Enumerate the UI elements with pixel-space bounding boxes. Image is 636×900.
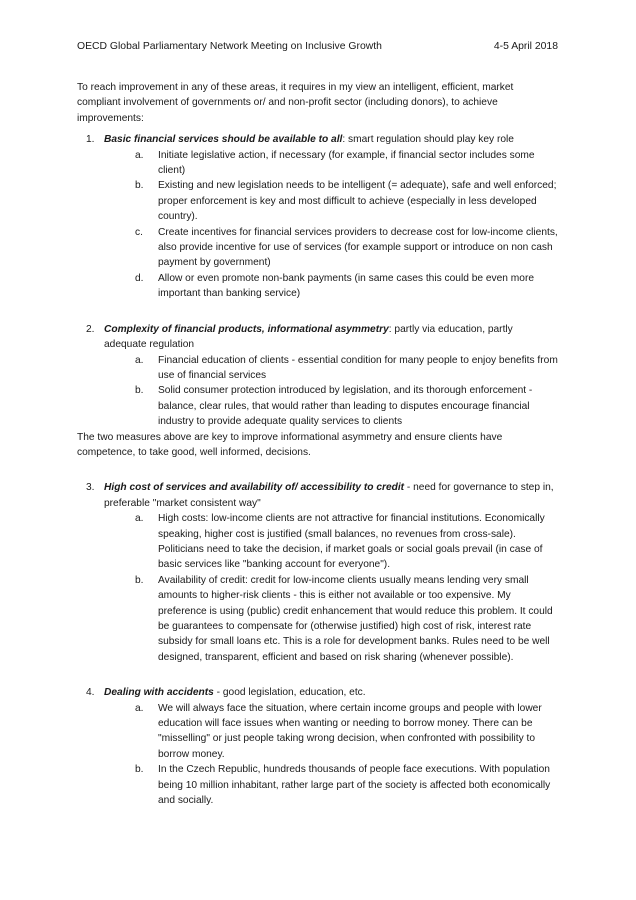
list-item bbox=[77, 148, 558, 179]
document-body bbox=[77, 80, 558, 828]
section-text: - good legislation, education, etc. bbox=[213, 687, 366, 699]
section-heading bbox=[77, 685, 558, 700]
item-text: Financial education of clients - essential condition for many people to enjoy benefits from use of financial services bbox=[158, 354, 558, 381]
item-letter: b. bbox=[135, 574, 144, 586]
item-letter: a. bbox=[135, 354, 144, 366]
item-text: Existing and new legislation needs to be intelligent (= adequate), safe and well enforced; proper enforcement is key and most difficult to achieve (especially in less developed country). bbox=[158, 180, 557, 223]
section-title: High cost of services and availability of/ accessibility to credit bbox=[104, 482, 405, 494]
list-item bbox=[77, 762, 558, 808]
list-item bbox=[77, 383, 558, 429]
section-title: Dealing with accidents bbox=[104, 687, 214, 699]
page-header bbox=[77, 40, 558, 54]
item-letter: a. bbox=[135, 702, 144, 714]
item-letter: c. bbox=[135, 226, 143, 238]
item-text: Create incentives for financial services providers to decrease cost for low-income clients, also provide incentive for use of services (for example support or introduce on non cash payment by government) bbox=[158, 226, 558, 269]
item-letter: b. bbox=[135, 385, 144, 397]
section-number: 3. bbox=[86, 482, 95, 494]
item-letter: b. bbox=[135, 180, 144, 192]
header-date: 4-5 April 2018 bbox=[493, 41, 558, 52]
sub-list bbox=[77, 148, 558, 302]
section-note: The two measures above are key to improve informational asymmetry and ensure clients have competence, to take good, well informed, decisions. bbox=[77, 431, 503, 458]
section-heading bbox=[77, 480, 558, 511]
sub-list bbox=[77, 353, 558, 430]
item-text: Solid consumer protection introduced by legislation, and its thorough enforcement - balance, clear rules, that would rather than leading to disputes encourage financial industry to provide adequate quality services to clients bbox=[158, 385, 533, 428]
item-letter: a. bbox=[135, 513, 144, 525]
section-1 bbox=[77, 132, 558, 301]
sub-list bbox=[77, 701, 558, 809]
item-letter: d. bbox=[135, 272, 144, 284]
section-heading bbox=[77, 132, 558, 147]
item-text: Availability of credit: credit for low-income clients usually means lending very small amounts to higher-risk clients - this is either not available or too expensive. My preference is using (public) credit enhancement that would reduce this problem. It could be guarantees to compensate for (otherwise justified) high cost of risk, interest rate subsidy for small loans etc. This is a role for development banks. Rules need to be well designed, transparent, efficient and based on risk sharing (whenever possible). bbox=[158, 574, 553, 663]
item-text: Allow or even promote non-bank payments (in same cases this could be even more important than banking service) bbox=[158, 272, 534, 300]
section-title: Basic financial services should be available to all bbox=[104, 134, 343, 146]
section-4 bbox=[77, 685, 558, 808]
section-3 bbox=[77, 480, 558, 665]
item-letter: b. bbox=[135, 764, 144, 776]
section-text: - need for governance to step in, preferable "market consistent way" bbox=[104, 482, 554, 509]
item-text: High costs: low-income clients are not attractive for financial institutions. Economically speaking, higher cost is justified (small balances, no revenues from cross-sale). Politicians need to take the decision, if market goals or social goals prevail (in case of basic services like "banking account for everyone"). bbox=[158, 513, 545, 571]
list-item bbox=[77, 511, 558, 573]
list-item bbox=[77, 701, 558, 763]
section-number: 4. bbox=[86, 687, 95, 699]
item-text: In the Czech Republic, hundreds thousands of people face executions. With population being 10 million inhabitant, rather large part of the society is affected both economically and socially. bbox=[158, 764, 551, 807]
list-item bbox=[77, 271, 558, 302]
section-text: : smart regulation should play key role bbox=[342, 134, 514, 146]
list-item bbox=[77, 178, 558, 224]
sub-list bbox=[77, 511, 558, 665]
list-item bbox=[77, 225, 558, 271]
header-title: OECD Global Parliamentary Network Meeting on Inclusive Growth bbox=[77, 41, 382, 52]
section-text: : partly via education, partly adequate regulation bbox=[104, 323, 513, 351]
intro-paragraph: To reach improvement in any of these areas, it requires in my view an intelligent, efficient, market compliant involvement of governments or/ and non-profit sector (including donors), to achieve improvements: bbox=[77, 82, 514, 124]
section-number: 1. bbox=[86, 134, 95, 146]
list-item bbox=[77, 353, 558, 384]
list-item bbox=[77, 573, 558, 665]
section-title: Complexity of financial products, informational asymmetry bbox=[104, 323, 389, 335]
item-letter: a. bbox=[135, 149, 144, 161]
section-heading bbox=[77, 322, 558, 353]
item-text: Initiate legislative action, if necessary (for example, if financial sector includes some client) bbox=[158, 149, 535, 177]
section-2 bbox=[77, 322, 558, 461]
item-text: We will always face the situation, where certain income groups and people with lower education will face issues when wanting or needing to borrow money. There can be "misselling" or just people taking wrong decision, when confronted with possibility to borrow money. bbox=[158, 702, 542, 760]
section-number: 2. bbox=[86, 323, 95, 335]
